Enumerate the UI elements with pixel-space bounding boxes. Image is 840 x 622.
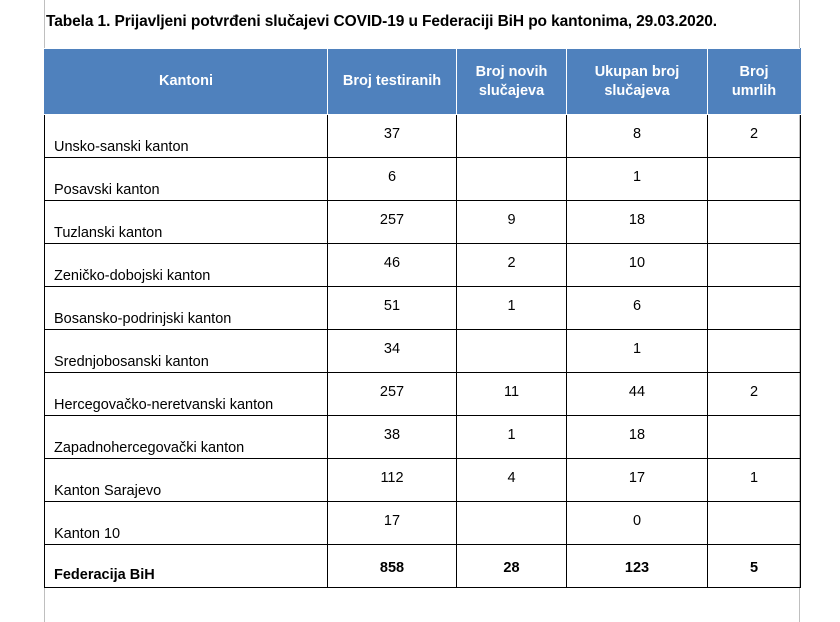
cell-total-cases: 0 <box>567 502 708 545</box>
cell-total-cases: 18 <box>567 416 708 459</box>
table-title: Tabela 1. Prijavljeni potvrđeni slučajevi COVID-19 u Federaciji BiH po kantonima, 29.03.2020. <box>46 13 717 30</box>
cell-total-cases: 8 <box>567 115 708 158</box>
cell-deaths <box>708 330 801 373</box>
cell-tested: 6 <box>328 158 457 201</box>
cell-tested: 37 <box>328 115 457 158</box>
cell-tested: 51 <box>328 287 457 330</box>
cell-total-cases: 1 <box>567 330 708 373</box>
cell-canton: Srednjobosanski kanton <box>45 330 328 373</box>
cell-deaths <box>708 416 801 459</box>
cell-new-cases: 2 <box>457 244 567 287</box>
cell-tested: 257 <box>328 373 457 416</box>
table-header-row <box>45 49 801 115</box>
cell-deaths <box>708 158 801 201</box>
cell-deaths <box>708 502 801 545</box>
cell-canton: Zeničko-dobojski kanton <box>45 244 328 287</box>
cell-total-cases: 1 <box>567 158 708 201</box>
column-header-kantoni: Kantoni <box>45 49 328 115</box>
cell-total-cases: 17 <box>567 459 708 502</box>
table-row <box>45 158 801 201</box>
cell-total-cases: 18 <box>567 201 708 244</box>
cell-new-cases: 28 <box>457 545 567 588</box>
cell-canton: Bosansko-podrinjski kanton <box>45 287 328 330</box>
cell-new-cases <box>457 502 567 545</box>
cell-canton: Kanton 10 <box>45 502 328 545</box>
table-row <box>45 459 801 502</box>
cell-tested: 112 <box>328 459 457 502</box>
cell-new-cases: 9 <box>457 201 567 244</box>
table-row <box>45 115 801 158</box>
cell-canton: Zapadnohercegovački kanton <box>45 416 328 459</box>
cell-canton: Posavski kanton <box>45 158 328 201</box>
cell-new-cases <box>457 330 567 373</box>
cell-tested: 46 <box>328 244 457 287</box>
cell-deaths: 2 <box>708 373 801 416</box>
cell-new-cases <box>457 158 567 201</box>
cell-tested: 257 <box>328 201 457 244</box>
cell-new-cases <box>457 115 567 158</box>
column-header-broj-novih-slucajeva: Broj novih slučajeva <box>457 49 567 115</box>
cell-deaths: 5 <box>708 545 801 588</box>
cell-deaths: 1 <box>708 459 801 502</box>
cell-new-cases: 11 <box>457 373 567 416</box>
cell-new-cases: 4 <box>457 459 567 502</box>
cell-new-cases: 1 <box>457 416 567 459</box>
table-row <box>45 373 801 416</box>
table-row <box>45 287 801 330</box>
table-row <box>45 502 801 545</box>
cell-deaths: 2 <box>708 115 801 158</box>
covid-cases-table <box>44 48 801 588</box>
cell-deaths <box>708 244 801 287</box>
cell-total-cases: 10 <box>567 244 708 287</box>
table-row <box>45 201 801 244</box>
cell-tested: 38 <box>328 416 457 459</box>
cell-new-cases: 1 <box>457 287 567 330</box>
column-header-broj-umrlih: Broj umrlih <box>708 49 801 115</box>
column-header-broj-testiranih: Broj testiranih <box>328 49 457 115</box>
table-row <box>45 416 801 459</box>
table-row <box>45 330 801 373</box>
table-total-row <box>45 545 801 588</box>
cell-canton: Kanton Sarajevo <box>45 459 328 502</box>
cell-total-cases: 123 <box>567 545 708 588</box>
cell-tested: 17 <box>328 502 457 545</box>
cell-canton: Federacija BiH <box>45 545 328 588</box>
cell-canton: Tuzlanski kanton <box>45 201 328 244</box>
cell-canton: Hercegovačko-neretvanski kanton <box>45 373 328 416</box>
cell-canton: Unsko-sanski kanton <box>45 115 328 158</box>
column-header-ukupan-broj-slucajeva: Ukupan broj slučajeva <box>567 49 708 115</box>
cell-total-cases: 44 <box>567 373 708 416</box>
cell-deaths <box>708 201 801 244</box>
cell-tested: 34 <box>328 330 457 373</box>
table-row <box>45 244 801 287</box>
cell-total-cases: 6 <box>567 287 708 330</box>
cell-tested: 858 <box>328 545 457 588</box>
cell-deaths <box>708 287 801 330</box>
